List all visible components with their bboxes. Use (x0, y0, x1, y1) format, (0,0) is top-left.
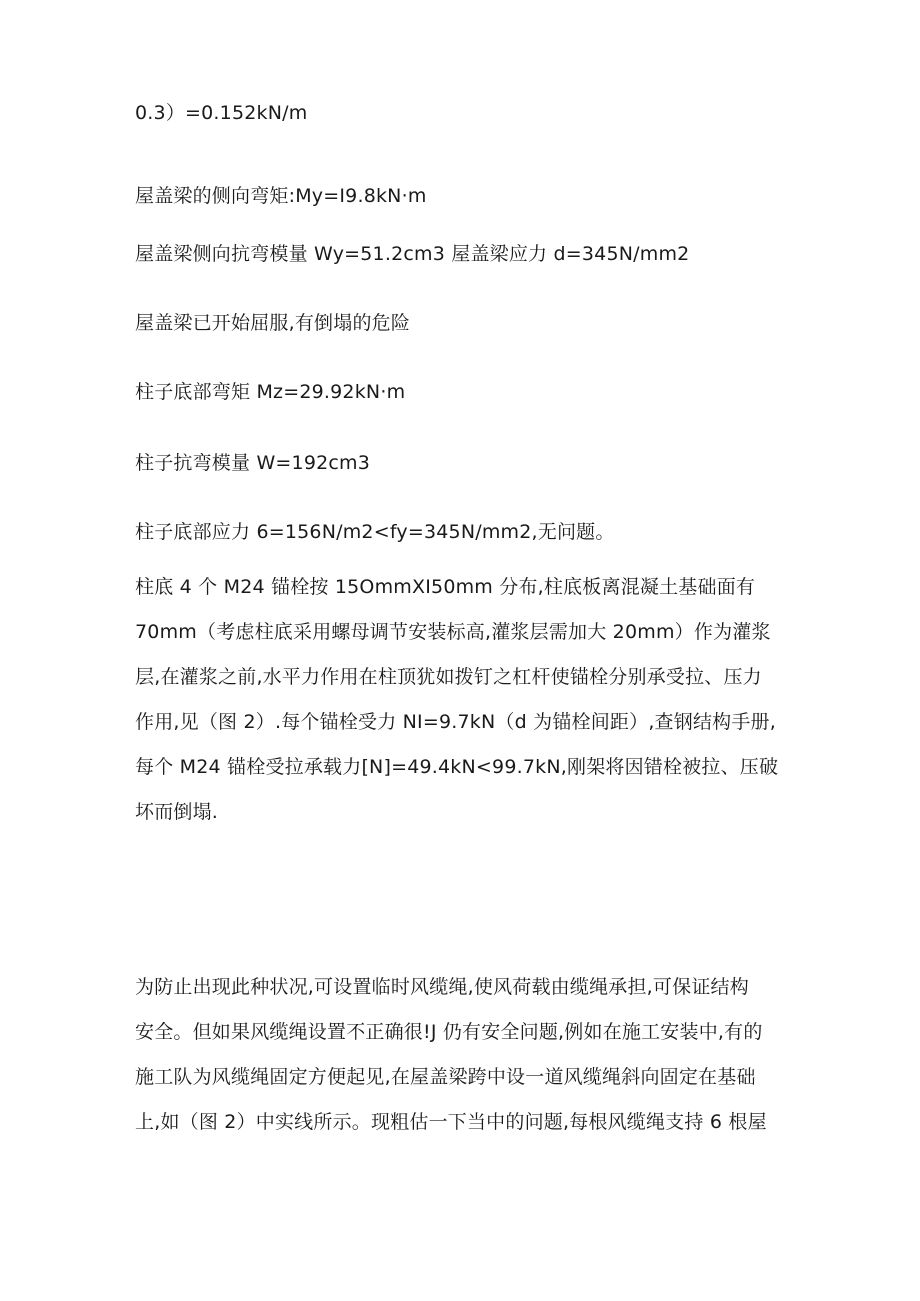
paragraph-line: 每个 M24 锚栓受拉承载力[N]=49.4kN<99.7kN,刚架将因错栓被拉、压破 (135, 756, 779, 778)
paragraph-line: 柱底 4 个 M24 锚栓按 15OmmXI50mm 分布,柱底板离混凝土基础面有 (135, 576, 756, 598)
text-line-column-modulus: 柱子抗弯模量 W=192cm3 (135, 452, 371, 474)
paragraph-line: 坏而倒塌. (135, 801, 219, 823)
text-line-beam-yield: 屋盖梁已开始屈服,有倒塌的危险 (135, 312, 411, 334)
paragraph-line: 上,如（图 2）中实线所示。现粗估一下当中的问题,每根风缆绳支持 6 根屋 (135, 1111, 767, 1133)
text-line-column-stress: 柱子底部应力 6=156N/m2<fy=345N/mm2,无问题。 (135, 521, 615, 543)
text-line-column-moment: 柱子底部弯矩 Mz=29.92kN·m (135, 381, 406, 403)
text-line-beam-moment: 屋盖梁的侧向弯矩:My=I9.8kN·m (135, 185, 427, 207)
text-line-beam-modulus-stress: 屋盖梁侧向抗弯模量 Wy=51.2cm3 屋盖梁应力 d=345N/mm2 (135, 243, 690, 265)
paragraph-guy-ropes (135, 965, 795, 1145)
paragraph-line: 安全。但如果风缆绳设置不正确很!J 仍有安全问题,例如在施工安装中,有的 (135, 1021, 763, 1043)
paragraph-line: 70mm（考虑柱底采用螺母调节安装标高,灌浆层需加大 20mm）作为灌浆 (135, 621, 771, 643)
paragraph-line: 为防止出现此种状况,可设置临时风缆绳,使风荷载由缆绳承担,可保证结构 (135, 976, 749, 998)
paragraph-line: 作用,见（图 2）.每个锚栓受力 NI=9.7kN（d 为锚栓间距）,查钢结构手册, (135, 711, 776, 733)
text-line-load: 0.3）=0.152kN/m (135, 102, 308, 124)
paragraph-line: 层,在灌浆之前,水平力作用在柱顶犹如拨钉之杠杆使锚栓分别承受拉、压力 (135, 666, 762, 688)
paragraph-anchor-bolts (135, 565, 795, 835)
paragraph-line: 施工队为风缆绳固定方便起见,在屋盖梁跨中设一道风缆绳斜向固定在基础 (135, 1066, 756, 1088)
